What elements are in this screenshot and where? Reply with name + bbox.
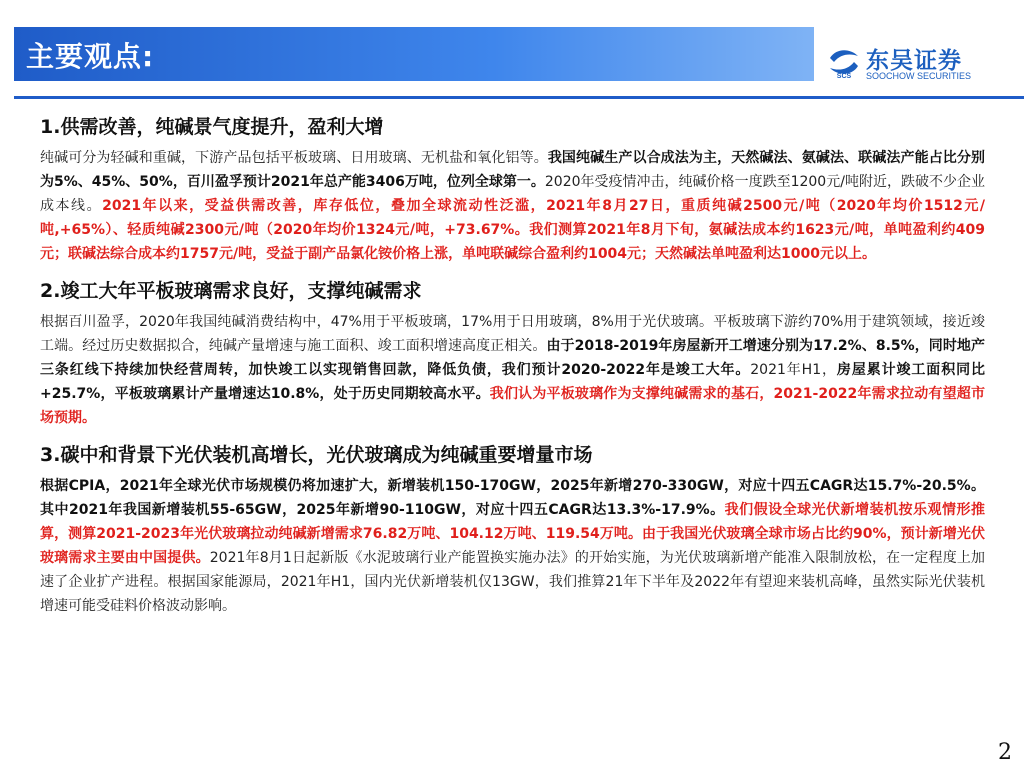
bold-text-run: 由于2018-2019年房屋新开工增速分别为17.2%、8.5%，同时地产三条红线下持续加快经营周转，加快竣工以实现销售回款，降低负债，我们预计2020-2022年是竣工大年。 [40,338,985,378]
section-heading: 3.碳中和背景下光伏装机高增长，光伏玻璃成为纯碱重要增量市场 [40,444,593,466]
section-paragraph [40,310,985,430]
page-number: 2 [998,740,1012,765]
section-1 [40,112,985,266]
company-logo [826,42,1016,84]
slide-header [0,0,1024,96]
section-3 [40,440,985,618]
section-heading: 1.供需改善，纯碱景气度提升，盈利大增 [40,116,384,138]
section-paragraph [40,146,985,266]
text-run: 根据百川盈孚，2020年我国纯碱消费结构中，47%用于平板玻璃，17%用于日用玻璃，8%用于光伏玻璃。平板玻璃下游约70%用于建筑领域，接近竣工端。经过历史数据拟合，纯碱产量增速与施工面积、竣工面积增速高度正相关。 [40,314,985,354]
logo-chinese-name: 东吴证券 [866,48,962,74]
bold-text-run: 房屋累计竣工面积同比+25.7%，平板玻璃累计产量增速达10.8%，处于历史同期较高水平。 [40,362,985,402]
logo-english-name: SOOCHOW SECURITIES [866,71,972,81]
logo-mark-text: SCS [836,73,852,80]
section-2 [40,276,985,430]
text-run: 2020年受疫情冲击，纯碱价格一度跌至1200元/吨附近，跌破不少企业成本线。 [40,174,985,214]
bold-text-run: 根据CPIA，2021年全球光伏市场规模仍将加速扩大，新增装机150-170GW，2025年新增270-330GW，对应十四五CAGR达15.7%-20.5%。其中2021年我国新增装机55-65GW，2025年新增90-110GW，对应十四五CAGR达13.3%-17.9%。 [40,478,985,518]
soochow-logo-icon [826,44,862,80]
bold-text-run: 我国纯碱生产以合成法为主，天然碱法、氨碱法、联碱法产能占比分别为5%、45%、50%，百川盈孚预计2021年总产能3406万吨，位列全球第一。 [40,150,986,190]
section-heading: 2.竣工大年平板玻璃需求良好，支撑纯碱需求 [40,280,422,302]
title-bar [14,27,814,81]
main-content [40,112,985,628]
text-run: 2021年H1， [750,362,837,378]
text-run: 2021年8月1日起新版《水泥玻璃行业产能置换实施办法》的开始实施，为光伏玻璃新增产能准入限制放松，在一定程度上加速了企业扩产进程。根据国家能源局，2021年H1，国内光伏新增装机仅13GW，我们推算21年下半年及2022年有望迎来装机高峰，虽然实际光伏装机增速可能受硅料价格波动影响。 [40,550,985,614]
highlight-text-run: 我们假设全球光伏新增装机按乐观情形推算，测算2021-2023年光伏玻璃拉动纯碱新增需求76.82万吨、104.12万吨、119.54万吨。由于我国光伏玻璃全球市场占比约90%，预计新增光伏玻璃需求主要由中国提供。 [40,502,986,566]
text-run: 纯碱可分为轻碱和重碱，下游产品包括平板玻璃、日用玻璃、无机盐和氧化铝等。 [40,150,548,166]
highlight-text-run: 2021年以来，受益供需改善，库存低位，叠加全球流动性泛滥，2021年8月27日，重质纯碱2500元/吨（2020年均价1512元/吨,+65%）、轻质纯碱2300元/吨（2020年均价1324元/吨，+73.67%。我们测算2021年8月下旬，氨碱法成本约1623元/吨，单吨盈利约409元；联碱法综合成本约1757元/吨，受益于副产品氯化铵价格上涨，单吨联碱综合盈利约1004元；天然碱法单吨盈利达1000元以上。 [40,198,985,262]
header-divider [14,96,1024,99]
highlight-text-run: 我们认为平板玻璃作为支撑纯碱需求的基石，2021-2022年需求拉动有望超市场预期。 [40,386,985,426]
page-title: 主要观点: [26,40,155,73]
section-paragraph [40,474,985,618]
